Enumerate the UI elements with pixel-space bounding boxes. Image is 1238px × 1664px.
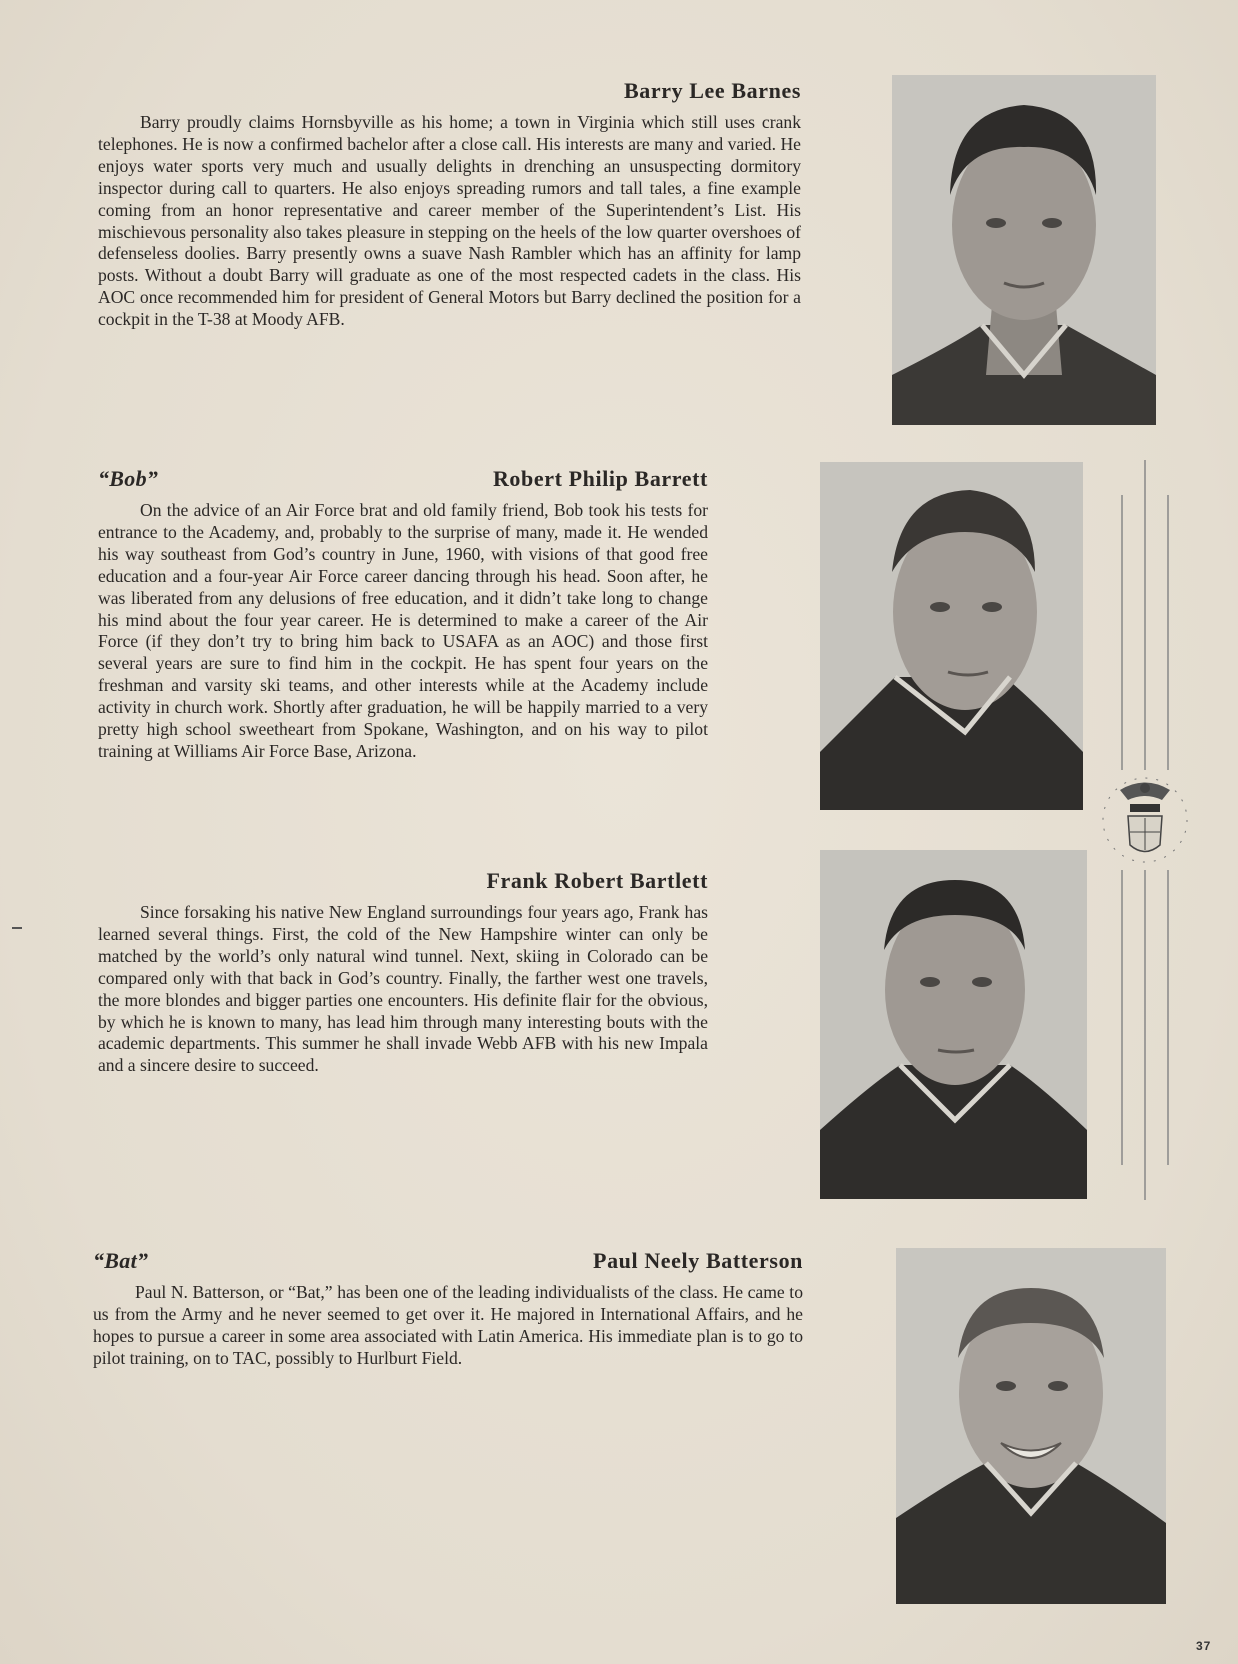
margin-mark <box>12 927 22 929</box>
crest-icon <box>1090 460 1190 1200</box>
portrait-image <box>820 850 1087 1199</box>
portrait-photo-barnes <box>892 75 1156 425</box>
cadet-name: Barry Lee Barnes <box>623 78 801 103</box>
cadet-name: Paul Neely Batterson <box>593 1248 803 1273</box>
portrait-image <box>820 462 1083 810</box>
portrait-image <box>896 1248 1166 1604</box>
biography: On the advice of an Air Force brat and old family friend, Bob took his tests for entrance to the Academy, and, probably to the surprise of many, made it. He wended his way southeast from God’s country in June, 1960, with visions of that good free education and a four-year Air Force career dancing through his head. Soon after, he was liberated from any delusions of free education, and it didn’t take long to change his mind about the four year career. He is determined to make a career of the Air Force (if they don’t try to bring him back to USAFA as an AOC) and those first several years are sure to find him in the cockpit. He has spent four years on the freshman and varsity ski teams, and other interests while at the Academy include activity in church work. Shortly after graduation, he will be happily married to a very pretty high school sweetheart from Spokane, Washington, and on his way to pilot training at Williams Air Force Base, Arizona. <box>98 500 708 761</box>
cadet-name: Frank Robert Bartlett <box>486 868 708 893</box>
portrait-photo-bartlett <box>820 850 1087 1199</box>
entry-robert-philip-barrett <box>98 466 708 763</box>
entry-paul-neely-batterson <box>93 1248 803 1370</box>
entry-frank-robert-bartlett <box>98 868 708 1077</box>
entry-barry-lee-barnes <box>98 78 801 331</box>
page-number: 37 <box>1196 1639 1212 1653</box>
entry-header <box>98 868 708 902</box>
cadet-name: Robert Philip Barrett <box>492 466 708 491</box>
biography: Paul N. Batterson, or “Bat,” has been one of the leading individualists of the class. He came to us from the Army and he never seemed to get over it. He majored in International Affairs, and he hopes to pursue a career in some area associated with Latin America. His immediate plan is to go to pilot training, on to TAC, possibly to Hurlburt Field. <box>93 1282 803 1368</box>
biography: Since forsaking his native New England surroundings four years ago, Frank has learned several things. First, the cold of the New Hampshire winter can only be matched by the world’s only natural wind tunnel. Next, skiing in Colorado can be compared only with that back in God’s country. Finally, the farther west one travels, the more blondes and bigger parties one encounters. His definite flair for the obvious, by which he is known to many, has lead him through many interesting bouts with the academic departments. This summer he shall invade Webb AFB with his new Impala and a sincere desire to succeed. <box>98 902 708 1076</box>
crest-ornament <box>1090 460 1190 1200</box>
entry-header <box>98 466 708 500</box>
portrait-photo-batterson <box>896 1248 1166 1604</box>
portrait-photo-barrett <box>820 462 1083 810</box>
nickname: “Bat” <box>93 1248 149 1273</box>
entry-header <box>98 78 801 112</box>
portrait-image <box>892 75 1156 425</box>
nickname: “Bob” <box>98 466 159 491</box>
entry-header <box>93 1248 803 1282</box>
biography: Barry proudly claims Hornsbyville as his home; a town in Virginia which still uses crank telephones. He is now a confirmed bachelor after a close call. His interests are many and varied. He enjoys water sports very much and usually delights in drenching an unsuspecting dormitory inspector during call to quarters. He also enjoys spreading rumors and tall tales, a fine example coming from an honor representative and career member of the Superintendent’s List. His mischievous personality also takes pleasure in stepping on the heels of the low quarter overshoes of defenseless doolies. Barry presently owns a suave Nash Rambler which has an affinity for lamp posts. Without a doubt Barry will graduate as one of the most respected cadets in the class. His AOC once recommended him for president of General Motors but Barry declined the position for a cockpit in the T-38 at Moody AFB. <box>98 112 801 330</box>
